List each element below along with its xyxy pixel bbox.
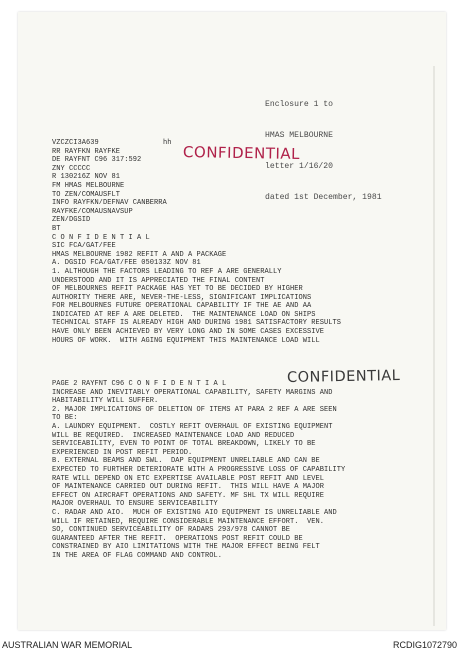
message-page2-block [52,380,345,560]
message-header-line: TECHNICAL STAFF IS ALREADY HIGH AND DURING 1981 SATISFACTORY RESULTS [52,319,342,328]
message-header-line: VZCZCI3A639 [52,139,99,147]
message-header-line: FM HMAS MELBOURNE [52,181,125,190]
message-page2-line: EXPECTED TO FURTHER DETERIORATE WITH A PROGRESSIVE LOSS OF CAPABILITY [52,465,346,474]
message-page2-line: IN THE AREA OF FLAG COMMAND AND CONTROL. [52,551,223,560]
message-page2-line: TO BE: [52,414,78,423]
footer-record-id: RCDIG1072790 [392,640,457,650]
message-page2-line: OF MAINTENANCE CARRIED OUT DURING REFIT. THIS WILL HAVE A MAJOR [52,483,325,492]
page-edge-shadow [433,66,435,626]
enclosure-line: Enclosure 1 to [265,99,333,109]
message-page2-line: HABITABILITY WILL SUFFER. [52,397,159,406]
message-header-line: HOURS OF WORK. WITH AGING EQUIPMENT THIS MAINTENANCE LOAD WILL [52,336,320,345]
message-page2-line: WILL IF RETAINED, REQUIRE CONSIDERABLE MAINTENANCE EFFORT. VEN. [52,517,325,526]
message-page2-line: INCREASE AND INEVITABLY OPERATIONAL CAPABILITY, SAFETY MARGINS AND [52,388,333,397]
message-page2-line: SO, CONTINUED SERVICEABILITY OF RADARS 293/978 CANNOT BE [52,526,291,535]
message-header-line: RAYFKE/COMAUSNAVSUP [52,207,133,216]
handwritten-mark: hh [163,139,172,147]
message-page2-line: GUARANTEED AFTER THE REFIT. OPERATIONS POST REFIT COULD BE [52,534,303,543]
message-page2-line: PAGE 2 RAYFNT C96 C O N F I D E N T I A L [52,380,227,388]
message-header-line: BT [52,224,61,233]
message-header-line: AUTHORITY THERE ARE, NEVER-THE-LESS, SIGNIFICANT IMPLICATIONS [52,293,312,302]
message-header-block [52,139,341,345]
message-header-line: DE RAYFNT C96 317:592 [52,156,142,165]
message-header-line: 1. ALTHOUGH THE FACTORS LEADING TO REF A ARE GENERALLY [52,267,282,276]
enclosure-line: dated 1st December, 1981 [265,193,382,203]
message-header-line: ZEN/DGSID [52,216,91,225]
message-page2-line: MAJOR OVERHAUL TO ENSURE SERVICEABILITY [52,500,218,509]
message-header-line: HMAS MELBOURNE 1982 REFIT A AND A PACKAGE [52,250,227,259]
enclosure-line: HMAS MELBOURNE [265,131,333,141]
message-page2-line: EFFECT ON AIRCRAFT OPERATIONS AND SAFETY. MF SHL TX WILL REQUIRE [52,491,325,500]
message-header-line: R 130216Z NOV 81 [52,173,121,182]
message-header-line: ZNY CCCCC [52,164,91,173]
message-page2-line: A. LAUNDRY EQUIPMENT. COSTLY REFIT OVERHAUL OF EXISTING EQUIPMENT [52,422,333,431]
message-header-line: A. DGSID FCA/GAT/FEE 050133Z NOV 81 [52,259,201,268]
footer-source: AUSTRALIAN WAR MEMORIAL [2,640,133,650]
message-header-line: FOR MELBOURNES FUTURE OPERATIONAL CAPABILITY IF THE AE AND AA [52,302,312,311]
message-page2-line: B. EXTERNAL BEAMS AND SWL. DAP EQUIPMENT UNRELIABLE AND CAN BE [52,457,320,466]
message-header-line: SIC FCA/GAT/FEE [52,242,116,251]
confidential-stamp-middle: CONFIDENTIAL [286,368,401,386]
message-page2-line: SERVICEABILITY, EVEN TO POINT OF TOTAL BREAKDOWN, LIKELY TO BE [52,440,316,449]
message-page2-line: CONSTRAINED BY AIO LIMITATIONS WITH THE MAJOR EFFECT BEING FELT [52,543,320,552]
message-header-line: HAVE ONLY BEEN ACHIEVED BY VERY LONG AND IN SOME CASES EXCESSIVE [52,328,325,337]
message-page2-line: EXPERIENCED IN POST REFIT PERIOD. [52,448,193,457]
message-header-line: UNDERSTOOD AND IT IS APPRECIATED THE FINAL CONTENT [52,276,265,285]
message-header-line: INDICATED AT REF A ARE DELETED. THE MAINTENANCE LOAD ON SHIPS [52,310,316,319]
message-page2-line: C. RADAR AND AIO. MUCH OF EXISTING AIO EQUIPMENT IS UNRELIABLE AND [52,508,337,517]
enclosure-line: letter 1/16/20 [265,162,333,172]
message-header-line: INFO RAYFKN/DEFNAV CANBERRA [52,199,167,208]
confidential-stamp-top: CONFIDENTIAL [182,142,301,164]
message-header-line: TO ZEN/COMAUSFLT [52,190,121,199]
message-page2-line: 2. MAJOR IMPLICATIONS OF DELETION OF ITEMS AT PARA 2 REF A ARE SEEN [52,405,337,414]
message-header-line: C O N F I D E N T I A L [52,233,150,242]
message-page2-line: RATE WILL DEPEND ON ETC EXPERTISE AVAILABLE POST REFIT AND LEVEL [52,474,325,483]
message-page2-line: WILL BE REQUIRED. INCREASED MAINTENANCE LOAD AND REDUCED [52,431,295,440]
message-header-line: RR RAYFKN RAYFKE [52,147,121,156]
message-header-line: OF MELBOURNES REFIT PACKAGE HAS YET TO BE DECIDED BY HIGHER [52,285,303,294]
